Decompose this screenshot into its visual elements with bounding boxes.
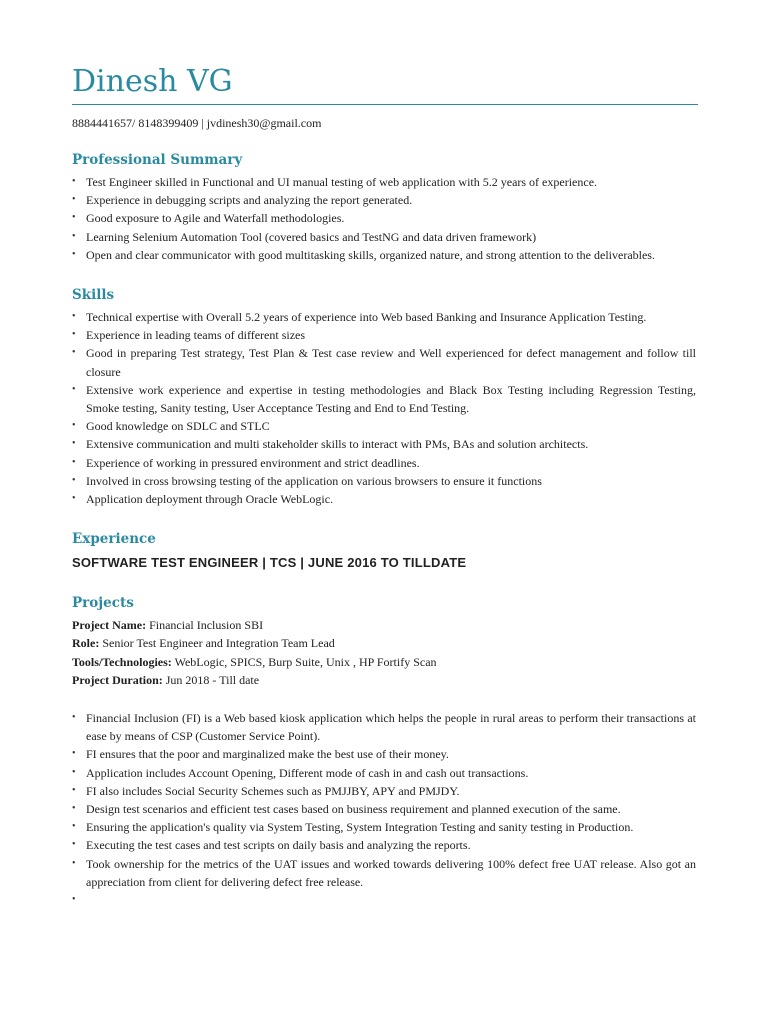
list-item: • Technical expertise with Overall 5.2 years of experience into Web based Banking and Insurance Application Testing. — [72, 308, 696, 326]
bullet-icon: • — [72, 839, 76, 851]
section-heading-summary: Professional Summary — [72, 152, 243, 168]
list-item: • Good exposure to Agile and Waterfall methodologies. — [72, 209, 696, 227]
list-item: • Extensive work experience and expertise in testing methodologies and Black Box Testing including Regression Testing, Smoke testing, Sanity testing, User Acceptance Testing and End to End Testing. — [72, 382, 696, 416]
summary-list — [72, 173, 696, 264]
bullet-icon: • — [72, 212, 76, 224]
bullet-icon: • — [72, 784, 76, 796]
bullet-icon: • — [72, 176, 76, 187]
section-heading-projects: Projects — [72, 595, 134, 612]
bullet-icon: • — [72, 712, 76, 724]
list-item: • FI also includes Social Security Schemes such as PMJJBY, APY and PMJDY. — [72, 782, 696, 800]
list-item: • FI ensures that the poor and marginalized make the best use of their money. — [72, 745, 696, 763]
list-item: • Executing the test cases and test scripts on daily basis and analyzing the reports. — [72, 836, 696, 854]
bullet-icon: • — [72, 194, 76, 206]
list-item: • Extensive communication and multi stakeholder skills to interact with PMs, BAs and solution architects. — [72, 435, 696, 453]
project-name-row: Project Name: Financial Inclusion SBI — [72, 618, 264, 633]
list-item: • Good in preparing Test strategy, Test Plan & Test case review and Well experienced for defect management and follow till closure — [72, 346, 696, 379]
list-item: • Application deployment through Oracle WebLogic. — [72, 490, 696, 508]
projects-section — [72, 594, 696, 906]
list-item: • Ensuring the application's quality via System Testing, System Integration Testing and sanity testing in Production. — [72, 818, 696, 836]
list-item: • Open and clear communicator with good multitasking skills, organized nature, and strong attention to the deliverables. — [72, 246, 696, 264]
bullet-icon: • — [72, 894, 76, 906]
list-item: • Financial Inclusion (FI) is a Web based kiosk application which helps the people in rural areas to perform their transactions at ease by means of CSP (Customer Service Point). — [72, 711, 696, 744]
list-item: • Experience in leading teams of different sizes — [72, 326, 696, 344]
list-item: • Involved in cross browsing testing of the application on various browsers to ensure it functions — [72, 472, 696, 490]
project-role-row: Role: Senior Test Engineer and Integration Team Lead — [72, 636, 335, 651]
header-divider — [72, 104, 698, 105]
bullet-icon: • — [72, 857, 76, 869]
list-item: • Application includes Account Opening, Different mode of cash in and cash out transactions. — [72, 764, 696, 782]
bullet-icon: • — [72, 383, 76, 395]
bullet-icon: • — [72, 311, 76, 323]
bullet-icon: • — [72, 438, 76, 450]
candidate-name: Dinesh VG — [72, 64, 233, 99]
job-title: SOFTWARE TEST ENGINEER | TCS | JUNE 2016 TO TILLDATE — [72, 555, 467, 571]
summary-section — [72, 151, 696, 264]
list-item: • Experience of working in pressured environment and strict deadlines. — [72, 454, 696, 472]
bullet-icon: • — [72, 248, 76, 260]
bullet-icon: • — [72, 329, 76, 341]
bullet-icon: • — [72, 420, 76, 432]
bullet-icon: • — [72, 474, 76, 486]
bullet-icon: • — [72, 347, 76, 359]
skills-list — [72, 308, 696, 508]
section-heading-experience: Experience — [72, 531, 156, 548]
list-item: • Learning Selenium Automation Tool (covered basics and TestNG and data driven framework) — [72, 228, 696, 246]
project-bullets — [72, 709, 696, 906]
bullet-icon: • — [72, 230, 76, 242]
bullet-icon: • — [72, 748, 76, 760]
list-item: • Good knowledge on SDLC and STLC — [72, 417, 696, 435]
project-details — [72, 616, 696, 689]
project-tools-row: Tools/Technologies: WebLogic, SPICS, Burp Suite, Unix , HP Fortify Scan — [72, 654, 437, 669]
list-item: • Experience in debugging scripts and analyzing the report generated. — [72, 191, 696, 209]
skills-section — [72, 286, 696, 508]
list-item: • Design test scenarios and efficient test cases based on business requirement and planned execution of the same. — [72, 800, 696, 818]
list-item: • Took ownership for the metrics of the UAT issues and worked towards delivering 100% defect free UAT release. Also got an appreciation from client for delivering defect free release. — [72, 856, 696, 889]
bullet-icon: • — [72, 803, 76, 815]
bullet-icon: • — [72, 766, 76, 778]
section-heading-skills: Skills — [72, 287, 115, 304]
contact-info: 8884441657/ 8148399409 | jvdinesh30@gmail.com — [72, 116, 322, 130]
experience-section — [72, 530, 696, 572]
project-duration-row: Project Duration: Jun 2018 - Till date — [72, 672, 260, 687]
bullet-icon: • — [72, 821, 76, 833]
bullet-icon: • — [72, 493, 76, 505]
bullet-icon: • — [72, 456, 76, 468]
list-item: • Test Engineer skilled in Functional and UI manual testing of web application with 5.2 years of experience. — [72, 173, 696, 191]
